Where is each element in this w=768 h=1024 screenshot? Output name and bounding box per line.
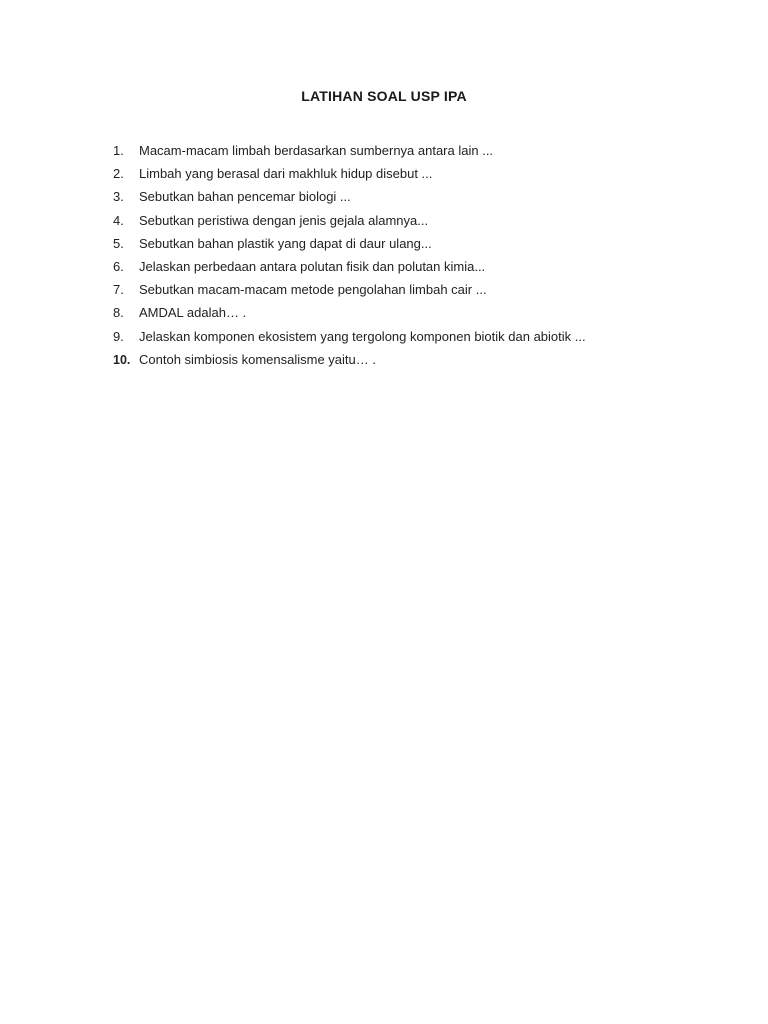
question-number: 10. <box>113 352 131 367</box>
question-number: 9. <box>113 328 124 344</box>
question-text: Contoh simbiosis komensalisme yaitu… . <box>139 351 376 367</box>
question-text: Sebutkan bahan pencemar biologi ... <box>139 189 351 205</box>
question-item <box>113 234 713 257</box>
question-number: 1. <box>113 143 124 158</box>
question-text: Sebutkan bahan plastik yang dapat di daur ulang... <box>139 235 432 251</box>
question-item <box>113 327 713 350</box>
question-number: 2. <box>113 166 124 182</box>
question-number: 7. <box>113 282 124 298</box>
question-item <box>113 164 713 187</box>
document-title: LATIHAN SOAL USP IPA <box>301 88 467 104</box>
question-item <box>113 187 713 210</box>
question-text: Limbah yang berasal dari makhluk hidup disebut ... <box>139 166 433 182</box>
question-item <box>113 257 713 280</box>
question-number: 6. <box>113 258 124 274</box>
question-number: 3. <box>113 189 124 205</box>
question-number: 8. <box>113 305 124 321</box>
question-item <box>113 211 713 234</box>
question-text: AMDAL adalah… . <box>139 305 247 321</box>
question-text: Sebutkan macam-macam metode pengolahan limbah cair ... <box>139 282 487 298</box>
question-text: Macam-macam limbah berdasarkan sumbernya antara lain ... <box>139 143 494 158</box>
question-list <box>113 141 713 373</box>
question-item <box>113 303 713 326</box>
question-text: Jelaskan komponen ekosistem yang tergolong komponen biotik dan abiotik ... <box>139 328 586 344</box>
question-item <box>113 141 713 164</box>
question-item <box>113 280 713 303</box>
question-item <box>113 350 713 373</box>
question-number: 5. <box>113 235 124 251</box>
question-text: Sebutkan peristiwa dengan jenis gejala alamnya... <box>139 212 429 228</box>
question-number: 4. <box>113 212 124 228</box>
question-text: Jelaskan perbedaan antara polutan fisik dan polutan kimia... <box>139 258 486 274</box>
